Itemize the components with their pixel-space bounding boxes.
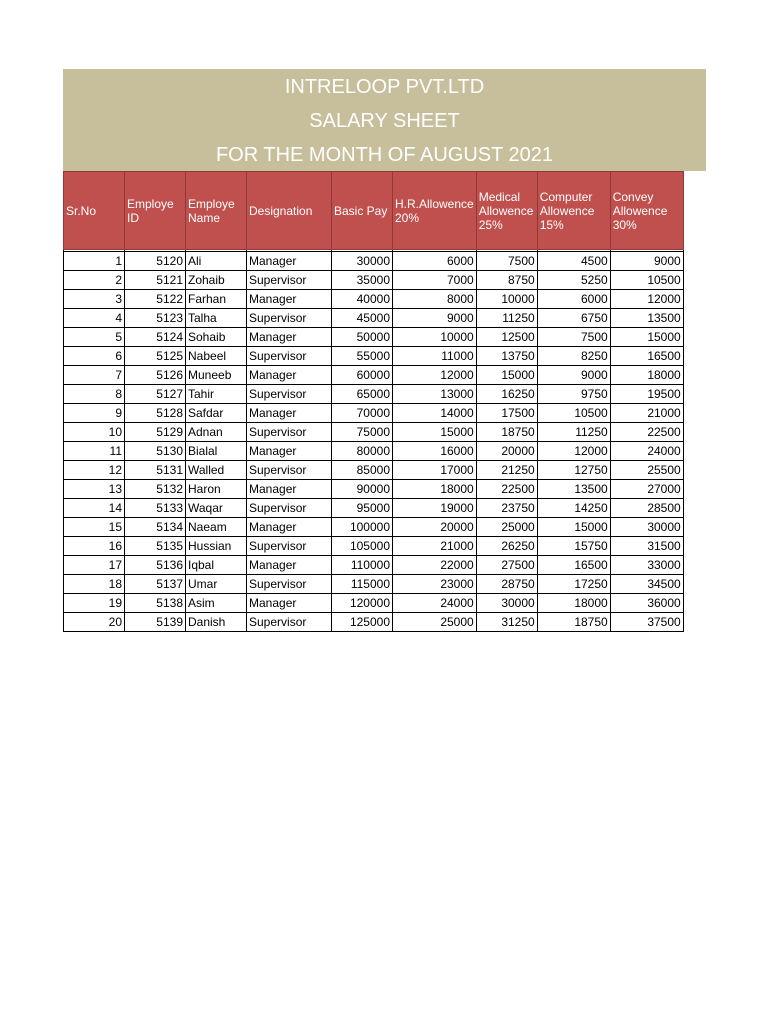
cell-employee-name: Danish xyxy=(186,613,247,632)
cell-convey-allowance: 28500 xyxy=(610,499,683,518)
cell-hr-allowance: 8000 xyxy=(393,290,477,309)
cell-sr-no: 9 xyxy=(64,404,125,423)
cell-medical-allowance: 18750 xyxy=(476,423,537,442)
col-header-sr-no: Sr.No xyxy=(64,172,125,250)
col-header-hr-allowance: H.R.Allowence 20% xyxy=(393,172,477,250)
cell-sr-no: 14 xyxy=(64,499,125,518)
cell-sr-no: 4 xyxy=(64,309,125,328)
cell-employee-id: 5138 xyxy=(125,594,186,613)
cell-medical-allowance: 28750 xyxy=(476,575,537,594)
cell-convey-allowance: 37500 xyxy=(610,613,683,632)
cell-employee-name: Talha xyxy=(186,309,247,328)
salary-table xyxy=(63,171,684,632)
cell-medical-allowance: 13750 xyxy=(476,347,537,366)
cell-designation: Manager xyxy=(247,404,332,423)
cell-employee-name: Haron xyxy=(186,480,247,499)
cell-computer-allowance: 9750 xyxy=(537,385,610,404)
cell-hr-allowance: 23000 xyxy=(393,575,477,594)
cell-medical-allowance: 21250 xyxy=(476,461,537,480)
cell-sr-no: 18 xyxy=(64,575,125,594)
cell-employee-id: 5134 xyxy=(125,518,186,537)
cell-employee-name: Umar xyxy=(186,575,247,594)
col-header-designation: Designation xyxy=(247,172,332,250)
cell-convey-allowance: 22500 xyxy=(610,423,683,442)
cell-medical-allowance: 7500 xyxy=(476,252,537,271)
cell-computer-allowance: 7500 xyxy=(537,328,610,347)
cell-hr-allowance: 16000 xyxy=(393,442,477,461)
cell-basic-pay: 55000 xyxy=(332,347,393,366)
cell-employee-name: Farhan xyxy=(186,290,247,309)
cell-designation: Manager xyxy=(247,252,332,271)
cell-convey-allowance: 13500 xyxy=(610,309,683,328)
cell-computer-allowance: 18000 xyxy=(537,594,610,613)
cell-sr-no: 15 xyxy=(64,518,125,537)
cell-computer-allowance: 4500 xyxy=(537,252,610,271)
col-header-employee-name: Employe Name xyxy=(186,172,247,250)
cell-basic-pay: 30000 xyxy=(332,252,393,271)
cell-basic-pay: 75000 xyxy=(332,423,393,442)
cell-employee-id: 5128 xyxy=(125,404,186,423)
cell-basic-pay: 50000 xyxy=(332,328,393,347)
cell-medical-allowance: 27500 xyxy=(476,556,537,575)
cell-employee-name: Naeam xyxy=(186,518,247,537)
table-row xyxy=(64,556,684,575)
table-row xyxy=(64,499,684,518)
cell-medical-allowance: 17500 xyxy=(476,404,537,423)
cell-employee-name: Nabeel xyxy=(186,347,247,366)
cell-computer-allowance: 5250 xyxy=(537,271,610,290)
cell-medical-allowance: 25000 xyxy=(476,518,537,537)
cell-computer-allowance: 14250 xyxy=(537,499,610,518)
table-row xyxy=(64,537,684,556)
cell-basic-pay: 40000 xyxy=(332,290,393,309)
cell-employee-name: Adnan xyxy=(186,423,247,442)
cell-hr-allowance: 19000 xyxy=(393,499,477,518)
cell-hr-allowance: 18000 xyxy=(393,480,477,499)
cell-designation: Supervisor xyxy=(247,537,332,556)
col-header-basic-pay: Basic Pay xyxy=(332,172,393,250)
cell-designation: Supervisor xyxy=(247,499,332,518)
cell-medical-allowance: 10000 xyxy=(476,290,537,309)
cell-convey-allowance: 9000 xyxy=(610,252,683,271)
table-row xyxy=(64,461,684,480)
cell-computer-allowance: 12750 xyxy=(537,461,610,480)
header-row xyxy=(64,172,684,250)
cell-basic-pay: 110000 xyxy=(332,556,393,575)
cell-sr-no: 10 xyxy=(64,423,125,442)
col-header-convey-allowance: Convey Allowence 30% xyxy=(610,172,683,250)
cell-employee-id: 5136 xyxy=(125,556,186,575)
col-header-computer-allowance: Computer Allowence 15% xyxy=(537,172,610,250)
cell-medical-allowance: 20000 xyxy=(476,442,537,461)
cell-sr-no: 19 xyxy=(64,594,125,613)
cell-convey-allowance: 16500 xyxy=(610,347,683,366)
cell-designation: Supervisor xyxy=(247,461,332,480)
cell-basic-pay: 125000 xyxy=(332,613,393,632)
cell-employee-name: Bialal xyxy=(186,442,247,461)
cell-employee-id: 5122 xyxy=(125,290,186,309)
cell-convey-allowance: 24000 xyxy=(610,442,683,461)
table-row xyxy=(64,385,684,404)
cell-sr-no: 7 xyxy=(64,366,125,385)
company-name: INTRELOOP PVT.LTD xyxy=(284,76,485,98)
cell-employee-name: Safdar xyxy=(186,404,247,423)
cell-employee-name: Walled xyxy=(186,461,247,480)
cell-designation: Manager xyxy=(247,366,332,385)
cell-hr-allowance: 20000 xyxy=(393,518,477,537)
table-row xyxy=(64,442,684,461)
cell-computer-allowance: 10500 xyxy=(537,404,610,423)
cell-medical-allowance: 11250 xyxy=(476,309,537,328)
cell-computer-allowance: 6750 xyxy=(537,309,610,328)
table-row xyxy=(64,347,684,366)
sheet-title: SALARY SHEET xyxy=(309,110,460,132)
cell-convey-allowance: 34500 xyxy=(610,575,683,594)
cell-basic-pay: 95000 xyxy=(332,499,393,518)
col-header-employee-id: Employe ID xyxy=(125,172,186,250)
cell-hr-allowance: 24000 xyxy=(393,594,477,613)
cell-medical-allowance: 8750 xyxy=(476,271,537,290)
table-row xyxy=(64,423,684,442)
cell-hr-allowance: 9000 xyxy=(393,309,477,328)
cell-medical-allowance: 22500 xyxy=(476,480,537,499)
table-row xyxy=(64,252,684,271)
cell-basic-pay: 85000 xyxy=(332,461,393,480)
cell-designation: Supervisor xyxy=(247,423,332,442)
table-body xyxy=(64,250,684,632)
cell-employee-name: Ali xyxy=(186,252,247,271)
cell-sr-no: 16 xyxy=(64,537,125,556)
cell-employee-id: 5135 xyxy=(125,537,186,556)
cell-computer-allowance: 8250 xyxy=(537,347,610,366)
cell-employee-id: 5125 xyxy=(125,347,186,366)
cell-hr-allowance: 15000 xyxy=(393,423,477,442)
cell-sr-no: 6 xyxy=(64,347,125,366)
cell-employee-id: 5139 xyxy=(125,613,186,632)
cell-basic-pay: 105000 xyxy=(332,537,393,556)
cell-convey-allowance: 30000 xyxy=(610,518,683,537)
cell-employee-id: 5130 xyxy=(125,442,186,461)
cell-basic-pay: 80000 xyxy=(332,442,393,461)
cell-employee-id: 5132 xyxy=(125,480,186,499)
cell-convey-allowance: 12000 xyxy=(610,290,683,309)
cell-sr-no: 11 xyxy=(64,442,125,461)
col-header-medical-allowance: Medical Allowence 25% xyxy=(476,172,537,250)
cell-convey-allowance: 21000 xyxy=(610,404,683,423)
sheet-period: FOR THE MONTH OF AUGUST 2021 xyxy=(215,144,554,166)
cell-basic-pay: 35000 xyxy=(332,271,393,290)
cell-medical-allowance: 31250 xyxy=(476,613,537,632)
cell-computer-allowance: 18750 xyxy=(537,613,610,632)
table-row xyxy=(64,575,684,594)
cell-basic-pay: 100000 xyxy=(332,518,393,537)
cell-computer-allowance: 13500 xyxy=(537,480,610,499)
cell-designation: Supervisor xyxy=(247,575,332,594)
cell-sr-no: 20 xyxy=(64,613,125,632)
table-row xyxy=(64,404,684,423)
cell-convey-allowance: 36000 xyxy=(610,594,683,613)
cell-hr-allowance: 7000 xyxy=(393,271,477,290)
cell-hr-allowance: 22000 xyxy=(393,556,477,575)
cell-employee-name: Iqbal xyxy=(186,556,247,575)
cell-convey-allowance: 25500 xyxy=(610,461,683,480)
cell-medical-allowance: 26250 xyxy=(476,537,537,556)
cell-designation: Supervisor xyxy=(247,385,332,404)
cell-medical-allowance: 30000 xyxy=(476,594,537,613)
cell-designation: Manager xyxy=(247,594,332,613)
cell-convey-allowance: 18000 xyxy=(610,366,683,385)
title-band xyxy=(63,69,706,171)
cell-hr-allowance: 10000 xyxy=(393,328,477,347)
cell-sr-no: 1 xyxy=(64,252,125,271)
cell-convey-allowance: 10500 xyxy=(610,271,683,290)
cell-computer-allowance: 17250 xyxy=(537,575,610,594)
cell-employee-id: 5120 xyxy=(125,252,186,271)
cell-computer-allowance: 15000 xyxy=(537,518,610,537)
cell-basic-pay: 90000 xyxy=(332,480,393,499)
cell-employee-id: 5123 xyxy=(125,309,186,328)
cell-convey-allowance: 19500 xyxy=(610,385,683,404)
cell-sr-no: 3 xyxy=(64,290,125,309)
cell-hr-allowance: 21000 xyxy=(393,537,477,556)
cell-hr-allowance: 17000 xyxy=(393,461,477,480)
cell-employee-name: Hussian xyxy=(186,537,247,556)
cell-employee-id: 5124 xyxy=(125,328,186,347)
cell-hr-allowance: 25000 xyxy=(393,613,477,632)
cell-basic-pay: 60000 xyxy=(332,366,393,385)
cell-computer-allowance: 9000 xyxy=(537,366,610,385)
cell-hr-allowance: 13000 xyxy=(393,385,477,404)
table-row xyxy=(64,271,684,290)
cell-designation: Supervisor xyxy=(247,309,332,328)
cell-computer-allowance: 16500 xyxy=(537,556,610,575)
cell-hr-allowance: 14000 xyxy=(393,404,477,423)
cell-sr-no: 17 xyxy=(64,556,125,575)
cell-employee-id: 5131 xyxy=(125,461,186,480)
cell-sr-no: 8 xyxy=(64,385,125,404)
cell-designation: Supervisor xyxy=(247,271,332,290)
cell-sr-no: 13 xyxy=(64,480,125,499)
cell-designation: Manager xyxy=(247,518,332,537)
table-row xyxy=(64,366,684,385)
cell-convey-allowance: 31500 xyxy=(610,537,683,556)
cell-designation: Supervisor xyxy=(247,347,332,366)
cell-employee-id: 5121 xyxy=(125,271,186,290)
table-row xyxy=(64,480,684,499)
table-row xyxy=(64,309,684,328)
table-row xyxy=(64,594,684,613)
cell-computer-allowance: 15750 xyxy=(537,537,610,556)
table-row xyxy=(64,328,684,347)
cell-basic-pay: 45000 xyxy=(332,309,393,328)
cell-basic-pay: 120000 xyxy=(332,594,393,613)
cell-designation: Manager xyxy=(247,442,332,461)
cell-designation: Manager xyxy=(247,328,332,347)
table-row xyxy=(64,518,684,537)
cell-designation: Manager xyxy=(247,556,332,575)
cell-employee-name: Sohaib xyxy=(186,328,247,347)
cell-convey-allowance: 15000 xyxy=(610,328,683,347)
cell-computer-allowance: 6000 xyxy=(537,290,610,309)
cell-employee-name: Waqar xyxy=(186,499,247,518)
cell-basic-pay: 65000 xyxy=(332,385,393,404)
cell-medical-allowance: 12500 xyxy=(476,328,537,347)
cell-sr-no: 2 xyxy=(64,271,125,290)
cell-basic-pay: 70000 xyxy=(332,404,393,423)
cell-employee-id: 5127 xyxy=(125,385,186,404)
cell-employee-name: Tahir xyxy=(186,385,247,404)
cell-sr-no: 12 xyxy=(64,461,125,480)
cell-employee-name: Muneeb xyxy=(186,366,247,385)
cell-computer-allowance: 12000 xyxy=(537,442,610,461)
cell-employee-id: 5129 xyxy=(125,423,186,442)
cell-medical-allowance: 16250 xyxy=(476,385,537,404)
cell-computer-allowance: 11250 xyxy=(537,423,610,442)
cell-employee-name: Zohaib xyxy=(186,271,247,290)
cell-hr-allowance: 11000 xyxy=(393,347,477,366)
cell-hr-allowance: 6000 xyxy=(393,252,477,271)
cell-designation: Supervisor xyxy=(247,613,332,632)
cell-convey-allowance: 33000 xyxy=(610,556,683,575)
cell-employee-id: 5126 xyxy=(125,366,186,385)
cell-medical-allowance: 15000 xyxy=(476,366,537,385)
table-row xyxy=(64,290,684,309)
cell-basic-pay: 115000 xyxy=(332,575,393,594)
cell-medical-allowance: 23750 xyxy=(476,499,537,518)
cell-employee-name: Asim xyxy=(186,594,247,613)
table-row xyxy=(64,613,684,632)
cell-hr-allowance: 12000 xyxy=(393,366,477,385)
cell-employee-id: 5137 xyxy=(125,575,186,594)
cell-designation: Manager xyxy=(247,480,332,499)
cell-employee-id: 5133 xyxy=(125,499,186,518)
cell-convey-allowance: 27000 xyxy=(610,480,683,499)
cell-sr-no: 5 xyxy=(64,328,125,347)
cell-designation: Manager xyxy=(247,290,332,309)
